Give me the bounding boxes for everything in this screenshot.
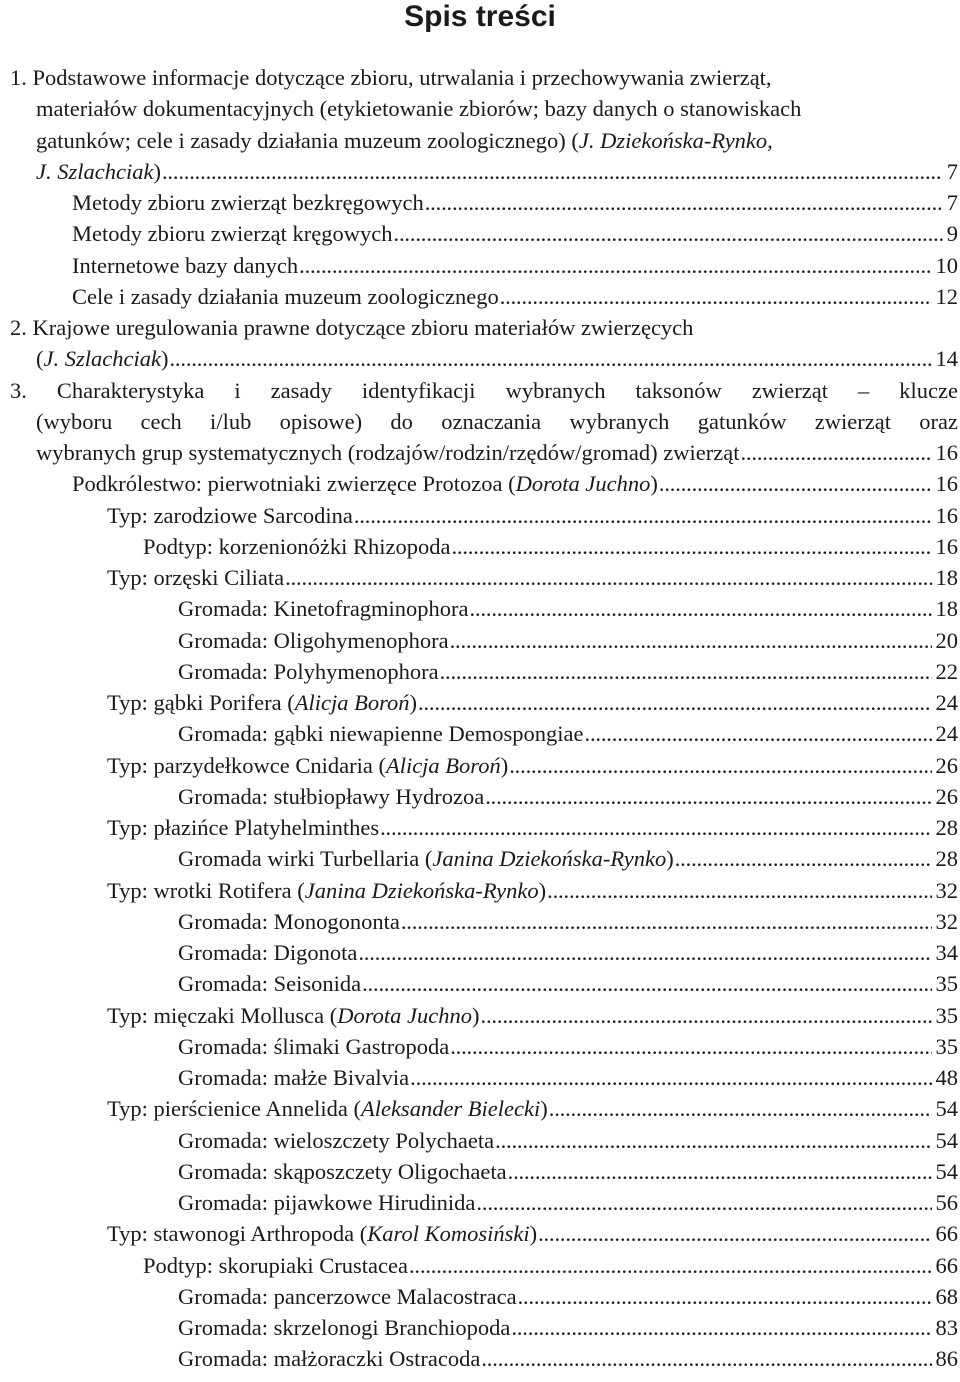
toc-entry-text (36, 437, 739, 468)
page-number: 48 (935, 1065, 958, 1090)
page-number: 68 (935, 1283, 958, 1309)
dot-leader (511, 1312, 931, 1343)
page-number: 12 (935, 283, 958, 309)
toc-entry (178, 1156, 958, 1187)
toc-author: Alicja Boroń (385, 752, 501, 778)
dot-leader (299, 250, 931, 281)
toc-entry (178, 1062, 958, 1093)
toc-entry-text (178, 937, 357, 968)
toc-author: Aleksander Bielecki (360, 1096, 541, 1122)
toc-text-part: Internetowe bazy danych (72, 252, 299, 278)
page-number: 86 (935, 1346, 958, 1372)
dot-leader (425, 187, 943, 218)
dot-leader (285, 562, 931, 593)
toc-text-part: Typ: pierścienice Annelida ( (107, 1096, 361, 1122)
toc-text-part: ) (540, 1096, 548, 1122)
page-title: Spis treści (404, 0, 556, 33)
toc-entry-text (107, 500, 353, 531)
dot-leader (508, 1156, 932, 1187)
toc-entry-text (178, 1281, 517, 1312)
page-number: 10 (935, 252, 958, 278)
dot-leader (509, 750, 931, 781)
toc-entry-text (36, 343, 168, 374)
toc-entry (72, 250, 958, 281)
toc-text-part: 3. (10, 377, 57, 403)
toc-author: J. Szlachciak (43, 346, 161, 372)
toc-author: Janina Dziekońska-Rynko (304, 877, 539, 903)
toc-text-part: Metody zbioru zwierząt bezkręgowych (72, 190, 424, 215)
toc-entry-text (72, 468, 658, 499)
dot-leader (410, 1062, 931, 1093)
dot-leader (481, 1000, 932, 1031)
toc-text-part: Typ: zarodziowe Sarcodina (107, 502, 353, 528)
toc-entry (36, 93, 958, 124)
page-number: 66 (935, 1221, 958, 1247)
toc-entry-text (10, 378, 958, 403)
toc-text-part: Gromada: gąbki niewapienne Demospongiae (178, 721, 584, 747)
toc-entry-text (107, 750, 508, 781)
toc-text-part: Metody zbioru zwierząt kręgowych (72, 221, 393, 247)
toc-entry (178, 937, 958, 968)
toc-entry-text (178, 656, 439, 687)
dot-leader (394, 218, 943, 249)
toc-entry (178, 1312, 958, 1343)
page-number: 34 (935, 940, 958, 965)
toc-entry (36, 406, 958, 437)
page-number: 54 (935, 1127, 958, 1153)
toc-text-part: Gromada: ślimaki Gastropoda (178, 1033, 450, 1059)
page-number: 32 (935, 908, 958, 934)
toc-text-part: (wyboru cech i/lub opisowe) do oznaczania wybranych gatunków zwierząt oraz (36, 408, 958, 434)
toc-text-part: Gromada: Kinetofragminophora (178, 596, 469, 622)
toc-entry-text (178, 625, 449, 656)
page-number: 24 (935, 721, 958, 747)
toc-text-part: ) (500, 752, 509, 778)
toc-entry (107, 500, 958, 531)
toc-author: Janina Dziekońska-Rynko (432, 846, 667, 872)
toc-entry-text (36, 156, 161, 187)
toc-text-part: wybranych grup systematycznych (rodzajów/rodzin/rzędów/gromad) zwierząt (36, 440, 740, 465)
page-number: 16 (935, 533, 958, 559)
page-number: 35 (935, 1033, 958, 1059)
toc-entry-text (143, 531, 450, 562)
toc-text-part: Gromada: Digonota (178, 940, 358, 965)
toc-text-part: ( (36, 346, 44, 372)
toc-text-part: Gromada: małże Bivalvia (178, 1065, 410, 1090)
page-number: 28 (935, 846, 958, 872)
toc-text-part: Gromada: wieloszczety Polychaeta (178, 1127, 495, 1153)
toc-text-part: Typ: płazińce Platyhelminthes (107, 815, 380, 840)
page-number: 24 (935, 690, 958, 715)
page-number: 26 (935, 783, 958, 809)
toc-text-part: ) (153, 158, 161, 184)
dot-leader (481, 1343, 931, 1374)
toc-text-part: Gromada: skąposzczety Oligochaeta (178, 1158, 507, 1184)
toc-text-part: 2. (10, 315, 33, 340)
toc-text-part: ) (538, 877, 547, 903)
toc-text-part: Krajowe uregulowania prawne dotyczące zbioru materiałów zwierzęcych (32, 315, 694, 340)
toc-text-part: Gromada: Polyhymenophora (178, 658, 439, 684)
toc-entry (178, 1031, 958, 1062)
dot-leader (169, 343, 931, 374)
toc-entry (107, 1000, 958, 1031)
toc-entry-text (178, 593, 469, 624)
dot-leader (362, 968, 931, 999)
page-number: 56 (935, 1190, 958, 1215)
dot-leader (538, 1218, 931, 1249)
page-number: 9 (946, 221, 958, 247)
toc-author: Dorota Juchno (515, 471, 651, 497)
toc-entry-text (36, 96, 801, 121)
toc-entry-text (178, 1156, 507, 1187)
dot-leader (418, 687, 931, 718)
dot-leader (585, 718, 932, 749)
page-number: 18 (935, 565, 958, 590)
toc-text-part: materiałów dokumentacyjnych (etykietowanie zbiorów; bazy danych o stanowiskach (36, 96, 802, 122)
toc-entry (178, 656, 958, 687)
page-number: 14 (935, 346, 958, 372)
toc-entry (107, 1218, 958, 1249)
toc-text-part: Typ: wrotki Rotifera ( (107, 877, 305, 903)
page-number: 26 (935, 752, 958, 778)
page-number: 66 (935, 1252, 958, 1278)
toc-entry (72, 468, 958, 499)
toc-entry-text (178, 781, 484, 812)
toc-entry-text (10, 315, 693, 340)
toc-entry (72, 218, 958, 249)
toc-entry-text (36, 409, 958, 434)
toc-entry (36, 125, 958, 156)
toc-entry (178, 843, 958, 874)
toc-text-part: Typ: mięczaki Mollusca ( (107, 1002, 338, 1028)
toc-text-part: Typ: gąbki Porifera ( (107, 690, 295, 715)
toc-entry (178, 625, 958, 656)
toc-text-part: ) (472, 1002, 480, 1028)
toc-text-part: ) (650, 471, 658, 497)
toc-entry-text (107, 562, 284, 593)
toc-text-part: Typ: stawonogi Arthropoda ( (107, 1221, 368, 1247)
dot-leader (470, 593, 932, 624)
toc-entry-text (143, 1250, 408, 1281)
dot-leader (354, 500, 932, 531)
dot-leader (495, 1125, 931, 1156)
toc-text-part: Gromada: małżoraczki Ostracoda (178, 1346, 481, 1372)
toc-text-part: Gromada: stułbiopławy Hydrozoa (178, 783, 485, 809)
toc-text-part: Typ: orzęski Ciliata (107, 565, 285, 590)
toc-text-part: Podstawowe informacje dotyczące zbioru, utrwalania i przechowywania zwierząt, (32, 65, 772, 90)
dot-leader (740, 437, 931, 468)
toc-author: J. Szlachciak (36, 158, 154, 184)
page-number: 28 (935, 815, 958, 840)
toc-entry-text (36, 128, 773, 153)
toc-entry-text (178, 1187, 475, 1218)
toc-entry-text (107, 875, 546, 906)
toc-text-part: Podtyp: skorupiaki Crustacea (143, 1252, 408, 1278)
toc-entry (178, 906, 958, 937)
page-number: 35 (935, 971, 958, 997)
toc-text-part: Cele i zasady działania muzeum zoologicznego (72, 283, 499, 309)
dot-leader (476, 1187, 931, 1218)
toc-entry (178, 1281, 958, 1312)
toc-entry (107, 875, 958, 906)
dot-leader (518, 1281, 932, 1312)
dot-leader (401, 906, 932, 937)
toc-text-part: Gromada: Oligohymenophora (178, 627, 449, 653)
toc-entry (72, 187, 958, 218)
toc-entry-text (72, 250, 298, 281)
dot-leader (450, 1031, 931, 1062)
page-number: 16 (935, 471, 958, 497)
toc-entry-text (10, 65, 772, 90)
dot-leader (549, 1093, 932, 1124)
toc-author: J. Dziekońska-Rynko, (578, 127, 773, 153)
toc-entry-text (107, 1093, 548, 1124)
toc-entry-text (72, 281, 499, 312)
toc-text-part: Podtyp: korzenionóżki Rhizopoda (143, 533, 451, 559)
toc-entry-text (178, 1343, 480, 1374)
toc-entry (143, 531, 958, 562)
toc-entry-text (178, 1031, 449, 1062)
toc-text-part: 1. (10, 65, 33, 90)
page-number: 7 (946, 190, 958, 215)
dot-leader (380, 812, 931, 843)
toc-entry (178, 718, 958, 749)
toc-entry-text (178, 843, 674, 874)
toc-entry (107, 812, 958, 843)
toc-entry (178, 968, 958, 999)
toc-entry (72, 281, 958, 312)
toc-entry (10, 312, 958, 343)
toc-entry (143, 1250, 958, 1281)
toc-entry (178, 1125, 958, 1156)
dot-leader (500, 281, 932, 312)
dot-leader (358, 937, 931, 968)
toc-text-part: ) (160, 346, 169, 372)
dot-leader (485, 781, 931, 812)
toc-author: Dorota Juchno (337, 1002, 473, 1028)
page-number: 18 (935, 596, 958, 622)
dot-leader (451, 531, 931, 562)
toc-entry (10, 62, 958, 93)
dot-leader (450, 625, 932, 656)
page-number: 54 (935, 1096, 958, 1122)
page-number: 54 (935, 1158, 958, 1184)
toc-entry (107, 1093, 958, 1124)
dot-leader (547, 875, 931, 906)
page-number: 83 (935, 1315, 958, 1340)
toc-text-part: ) (409, 690, 418, 715)
toc-entry (178, 593, 958, 624)
toc-entry (36, 437, 958, 468)
toc-text-part: Gromada: skrzelonogi Branchiopoda (178, 1315, 511, 1340)
toc-entry-text (178, 1312, 510, 1343)
toc-author: Karol Komosiński (367, 1221, 530, 1247)
page-number: 20 (935, 627, 958, 653)
toc-entry (107, 750, 958, 781)
toc-entry (36, 156, 958, 187)
toc-entry-text (72, 218, 393, 249)
toc-text-part: gatunków; cele i zasady działania muzeum zoologicznego) ( (36, 127, 579, 153)
toc-entry (178, 781, 958, 812)
toc-text-part: Typ: parzydełkowce Cnidaria ( (107, 752, 386, 778)
toc-entry (107, 687, 958, 718)
toc-text-part: Gromada: pancerzowce Malacostraca (178, 1283, 517, 1309)
toc-entry-text (107, 812, 379, 843)
toc-entry (107, 562, 958, 593)
page-number: 16 (935, 502, 958, 528)
toc-text-part: Gromada: pijawkowe Hirudinida (178, 1190, 476, 1215)
toc-entry-text (178, 1062, 409, 1093)
toc-entry-text (178, 906, 400, 937)
page-number: 7 (946, 158, 958, 184)
toc-entry-text (178, 718, 584, 749)
toc-text-part: ) (529, 1221, 538, 1247)
toc-text-part: Gromada: Monogononta (178, 908, 400, 934)
page-number: 35 (935, 1002, 958, 1028)
toc-text-part: Charakterystyka i zasady identyfikacji wybranych taksonów zwierząt – klucze (56, 377, 958, 403)
toc-entry (10, 375, 958, 406)
toc-entry-text (107, 1000, 480, 1031)
toc-entry (36, 343, 958, 374)
toc-text-part: Gromada wirki Turbellaria ( (178, 846, 433, 872)
dot-leader (659, 468, 932, 499)
toc-text-part: Podkrólestwo: pierwotniaki zwierzęce Protozoa ( (72, 471, 516, 497)
page-number: 16 (935, 440, 958, 465)
toc-entry-text (107, 687, 417, 718)
toc-entry-text (178, 1125, 494, 1156)
dot-leader (162, 156, 943, 187)
toc-entry (178, 1343, 958, 1374)
toc-entry-text (72, 187, 424, 218)
toc-entry-text (178, 968, 361, 999)
dot-leader (675, 843, 932, 874)
page-number: 32 (935, 877, 958, 903)
dot-leader (440, 656, 932, 687)
toc-author: Alicja Boroń (294, 690, 410, 715)
toc-entry-text (107, 1218, 537, 1249)
dot-leader (409, 1250, 932, 1281)
toc-entry (178, 1187, 958, 1218)
page-number: 22 (935, 658, 958, 684)
toc-text-part: ) (666, 846, 674, 872)
toc-text-part: Gromada: Seisonida (178, 971, 362, 997)
